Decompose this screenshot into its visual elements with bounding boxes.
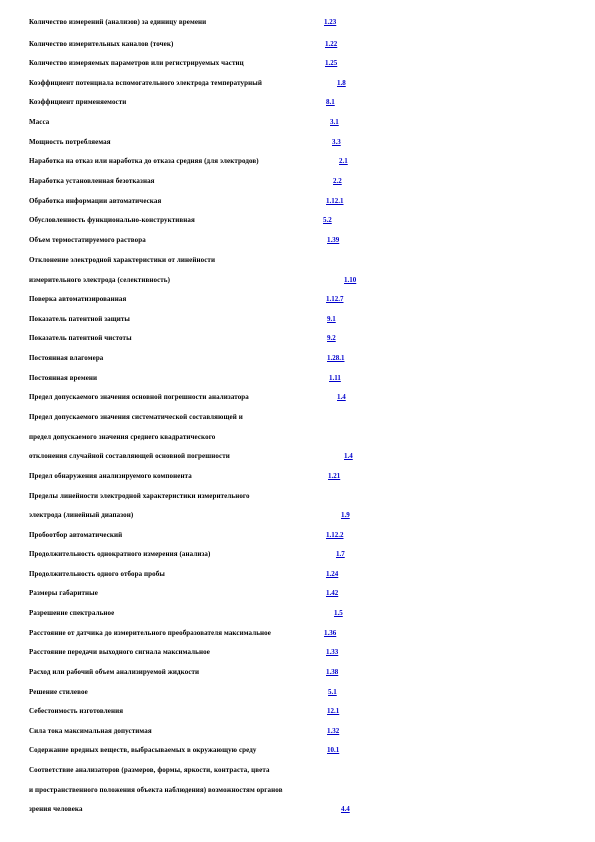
index-ref-link[interactable]: 2.2 — [333, 177, 342, 185]
index-term: Размеры габаритные — [29, 589, 98, 597]
index-entry — [29, 668, 199, 677]
index-term: Обработка информации автоматическая — [29, 197, 162, 205]
index-entry — [29, 59, 244, 68]
index-ref-link[interactable]: 1.42 — [326, 589, 339, 597]
index-term: Показатель патентной защиты — [29, 315, 130, 323]
index-entry — [29, 374, 97, 383]
index-entry — [29, 40, 173, 49]
index-ref-link[interactable]: 1.33 — [326, 648, 339, 656]
index-entry — [29, 354, 103, 363]
index-term: Поверка автоматизированная — [29, 295, 127, 303]
index-term: Расстояние от датчика до измерительного преобразователя максимальное — [29, 629, 271, 637]
index-ref-link[interactable]: 1.5 — [334, 609, 343, 617]
index-ref-link[interactable]: 1.11 — [329, 374, 341, 382]
index-ref-link[interactable]: 1.25 — [325, 59, 338, 67]
index-term: Предел допускаемого значения систематической составляющей и — [29, 413, 243, 421]
index-entry — [29, 746, 257, 755]
index-ref-link[interactable]: 1.7 — [336, 550, 345, 558]
index-term: Объем термостатируемого раствора — [29, 236, 146, 244]
index-ref-link[interactable]: 1.8 — [337, 79, 346, 87]
index-ref-link[interactable]: 5.2 — [323, 216, 332, 224]
index-entry — [29, 216, 195, 225]
index-ref-link[interactable]: 2.1 — [339, 157, 348, 165]
index-term: Сила тока максимальная допустимая — [29, 727, 152, 735]
index-ref-link[interactable]: 1.12.7 — [326, 295, 344, 303]
index-entry — [29, 786, 283, 795]
index-entry — [29, 138, 111, 147]
index-entry — [29, 118, 49, 127]
index-entry — [29, 511, 133, 520]
index-term: Постоянная времени — [29, 374, 98, 382]
index-entry — [29, 157, 259, 166]
index-entry — [29, 492, 250, 501]
index-term: Расстояние передачи выходного сигнала максимальное — [29, 648, 210, 656]
index-term: Наработка на отказ или наработка до отказа средняя (для электродов) — [29, 157, 259, 165]
index-ref-link[interactable]: 9.1 — [327, 315, 336, 323]
index-term: измерительного электрода (селективность) — [29, 276, 171, 284]
index-term: Пробоотбор автоматический — [29, 531, 123, 539]
index-ref-link[interactable]: 1.23 — [324, 18, 337, 26]
index-entry — [29, 707, 123, 716]
index-term: Соответствие анализаторов (размеров, формы, яркости, контраста, цвета — [29, 766, 270, 774]
index-term: электрода (линейный диапазон) — [29, 511, 134, 519]
index-ref-link[interactable]: 8.1 — [326, 98, 335, 106]
index-term: зрения человека — [29, 805, 83, 813]
index-entry — [29, 550, 210, 559]
index-entry — [29, 276, 170, 285]
index-term: отклонения случайной составляющей основной погрешности — [29, 452, 230, 460]
index-ref-link[interactable]: 1.36 — [324, 629, 337, 637]
index-term: Обусловленность функционально-конструктивная — [29, 216, 195, 224]
index-ref-link[interactable]: 1.12.2 — [326, 531, 344, 539]
index-entry — [29, 393, 249, 402]
index-term: Продолжительность одного отбора пробы — [29, 570, 165, 578]
index-term: Наработка установленная безотказная — [29, 177, 155, 185]
index-entry — [29, 79, 262, 88]
index-entry — [29, 452, 230, 461]
index-entry — [29, 236, 146, 245]
index-entry — [29, 315, 130, 324]
index-ref-link[interactable]: 1.39 — [327, 236, 340, 244]
index-term: и пространственного положения объекта наблюдения) возможностям органов — [29, 786, 283, 794]
index-ref-link[interactable]: 3.1 — [330, 118, 339, 126]
index-term: Показатель патентной чистоты — [29, 334, 132, 342]
index-term: Решение стилевое — [29, 688, 88, 696]
index-ref-link[interactable]: 1.10 — [344, 276, 357, 284]
index-ref-link[interactable]: 1.12.1 — [326, 197, 344, 205]
index-term: Количество измеряемых параметров или регистрируемых частиц — [29, 59, 244, 67]
index-entry — [29, 472, 192, 481]
index-ref-link[interactable]: 10.1 — [327, 746, 340, 754]
index-entry — [29, 98, 126, 107]
index-ref-link[interactable]: 1.24 — [326, 570, 339, 578]
index-ref-link[interactable]: 1.32 — [327, 727, 340, 735]
index-ref-link[interactable]: 9.2 — [327, 334, 336, 342]
index-entry — [29, 256, 215, 265]
index-entry — [29, 629, 271, 638]
index-entry — [29, 197, 161, 206]
index-term: Продолжительность однократного измерения (анализа) — [29, 550, 211, 558]
index-term: Количество измерительных каналов (точек) — [29, 40, 174, 48]
index-ref-link[interactable]: 1.21 — [328, 472, 341, 480]
index-term: Коэффициент потенциала вспомогательного электрода температурный — [29, 79, 262, 87]
index-ref-link[interactable]: 4.4 — [341, 805, 350, 813]
index-ref-link[interactable]: 1.38 — [326, 668, 339, 676]
index-ref-link[interactable]: 3.3 — [332, 138, 341, 146]
index-entry — [29, 413, 243, 422]
index-entry — [29, 589, 98, 598]
index-entry — [29, 570, 165, 579]
index-term: Мощность потребляемая — [29, 138, 111, 146]
index-entry — [29, 18, 206, 27]
index-term: Предел допускаемого значения основной погрешности анализатора — [29, 393, 249, 401]
index-entry — [29, 334, 132, 343]
index-term: Себестоимость изготовления — [29, 707, 124, 715]
index-ref-link[interactable]: 5.1 — [328, 688, 337, 696]
index-entry — [29, 531, 122, 540]
index-term: Расход или рабочий объем анализируемой жидкости — [29, 668, 200, 676]
index-term: Коэффициент применяемости — [29, 98, 127, 106]
index-ref-link[interactable]: 1.4 — [344, 452, 353, 460]
index-entry — [29, 648, 210, 657]
index-term: Постоянная влагомера — [29, 354, 104, 362]
index-ref-link[interactable]: 1.22 — [325, 40, 338, 48]
index-entry — [29, 805, 83, 814]
index-term: Пределы линейности электродной характеристики измерительного — [29, 492, 250, 500]
index-term: Масса — [29, 118, 50, 126]
index-term: Предел обнаружения анализируемого компонента — [29, 472, 192, 480]
index-term: предел допускаемого значения среднего квадратического — [29, 433, 216, 441]
index-entry — [29, 433, 215, 442]
index-entry — [29, 727, 152, 736]
index-ref-link[interactable]: 1.9 — [341, 511, 350, 519]
index-entry — [29, 609, 114, 618]
index-term: Отклонение электродной характеристики от линейности — [29, 256, 216, 264]
index-ref-link[interactable]: 12.1 — [327, 707, 340, 715]
index-entry — [29, 766, 270, 775]
index-entry — [29, 177, 155, 186]
index-term: Количество измерений (анализов) за единицу времени — [29, 18, 207, 26]
index-ref-link[interactable]: 1.28.1 — [327, 354, 345, 362]
index-ref-link[interactable]: 1.4 — [337, 393, 346, 401]
index-term: Содержание вредных веществ, выбрасываемых в окружающую среду — [29, 746, 257, 754]
index-entry — [29, 688, 88, 697]
index-entry — [29, 295, 126, 304]
index-term: Разрешение спектральное — [29, 609, 115, 617]
